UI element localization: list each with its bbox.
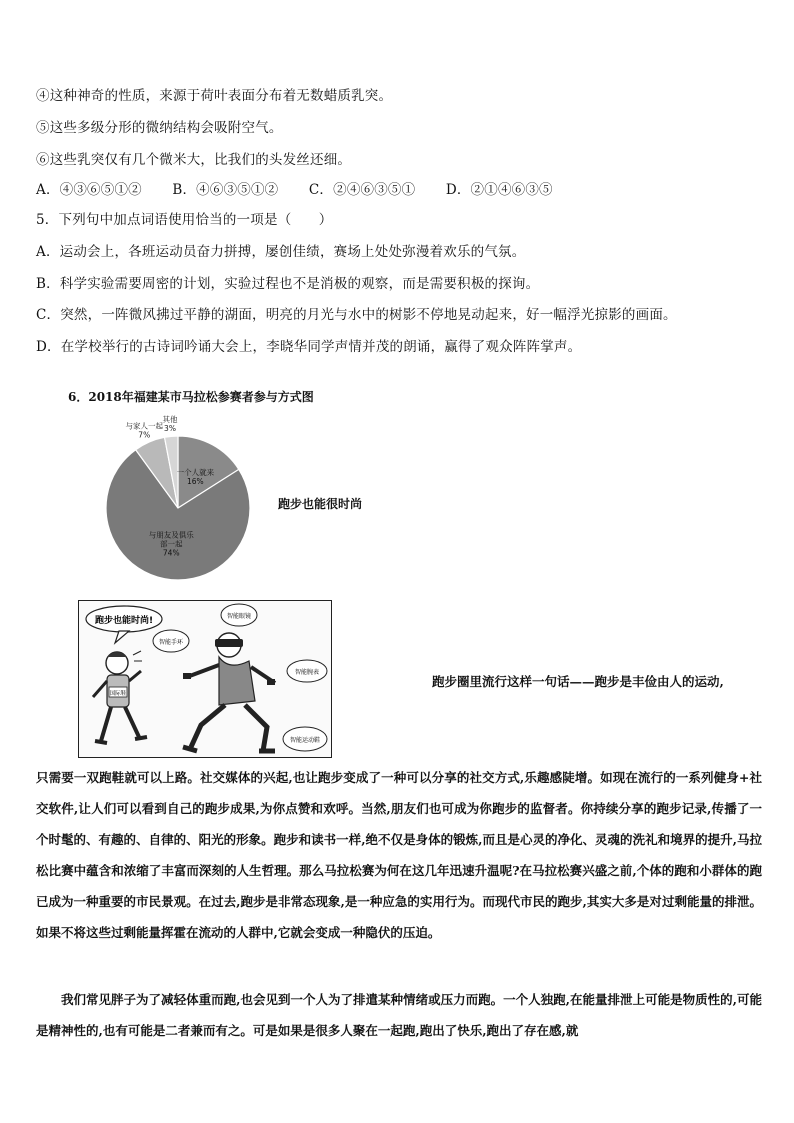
q4-option-d: D．②①④⑥③⑤	[445, 182, 553, 198]
q4-options	[36, 178, 579, 198]
pie-label: 其他 3%	[162, 414, 178, 433]
q5-stem: 5．下列句中加点词语使用恰当的一项是（ ）	[36, 212, 333, 228]
q5-option-d: D．在学校举行的古诗词吟诵大会上，李晓华同学声情并茂的朗诵，赢得了观众阵阵掌声。	[36, 339, 582, 355]
cartoon-bib-text: 国际鞋	[109, 691, 127, 697]
running-cartoon	[78, 600, 332, 758]
q5-option-b: B．科学实验需要周密的计划，实验过程也不是消极的观察，而是需要积极的探询。	[36, 276, 540, 292]
q5-option-c: C．突然，一阵微风拂过平静的湖面，明亮的月光与水中的树影不停地晃动起来，好一幅浮光掠影的画面。	[36, 307, 677, 323]
q6-title: 6．2018年福建某市马拉松参赛者参与方式图	[68, 390, 314, 404]
q4-option-a: A．④③⑥⑤①②	[36, 182, 142, 198]
cartoon-label-shoes: 智能运动鞋	[289, 737, 321, 744]
cartoon-label-band: 智能手环	[158, 639, 184, 646]
pie-chart	[70, 410, 270, 585]
q4-option-c: C．②④⑥③⑤①	[308, 182, 416, 198]
cartoon-bubble-text: 跑步也能时尚!	[94, 616, 154, 626]
pie-label: 与朋友及俱乐部一起 74%	[148, 530, 194, 558]
sentence-6: ⑥这些乳突仅有几个微米大，比我们的头发丝还细。	[36, 152, 352, 168]
q4-option-b: B．④⑥③⑤①②	[172, 182, 279, 198]
pie-chart-svg	[70, 410, 270, 585]
cartoon-label-glasses: 智能眼镜	[226, 613, 252, 620]
cartoon-caption: 跑步圈里流行这样一句话——跑步是丰俭由人的运动,	[432, 674, 724, 689]
cartoon-illustration	[79, 601, 331, 757]
passage-paragraph-2: 我们常见胖子为了减轻体重而跑,也会见到一个人为了排遣某种情绪或压力而跑。一个人独跑,在能量排泄上可能是物质性的,可能是精神性的,也有可能是二者兼而有之。可是如果是很多人聚在一起跑,跑出了快乐,跑出了存在感,就	[36, 992, 762, 1038]
q5-option-a: A．运动会上，各班运动员奋力拼搏，屡创佳绩，赛场上处处弥漫着欢乐的气氛。	[36, 244, 526, 260]
side-label: 跑步也能很时尚	[278, 497, 363, 511]
pie-label: 与家人一起 7%	[125, 421, 164, 440]
sentence-5: ⑤这些多级分形的微纳结构会吸附空气。	[36, 120, 283, 136]
pie-label: 一个人就来 16%	[176, 467, 215, 486]
sentence-4: ④这种神奇的性质，来源于荷叶表面分布着无数蜡质乳突。	[36, 88, 393, 104]
passage-paragraph-1: 只需要一双跑鞋就可以上路。社交媒体的兴起,也让跑步变成了一种可以分享的社交方式,乐趣感陡增。如现在流行的一系列健身+社交软件,让人们可以看到自己的跑步成果,为你点赞和欢呼。当然,朋友们也可成为你跑步的监督者。你持续分享的跑步记录,传播了一个时髦的、有趣的、自律的、阳光的形象。跑步和读书一样,绝不仅是身体的锻炼,而且是心灵的净化、灵魂的洗礼和境界的提升,马拉松比赛中蕴含和浓缩了丰富而深刻的人生哲理。那么马拉松赛为何在这几年迅速升温呢?在马拉松赛兴盛之前,个体的跑和小群体的跑已成为一种重要的市民景观。在过去,跑步是非常态现象,是一种应急的实用行为。而现代市民的跑步,其实大多是对过剩能量的排泄。如果不将这些过剩能量挥霍在流动的人群中,它就会变成一种隐伏的压迫。	[36, 770, 762, 940]
cartoon-label-watch: 智能腕表	[294, 669, 320, 676]
